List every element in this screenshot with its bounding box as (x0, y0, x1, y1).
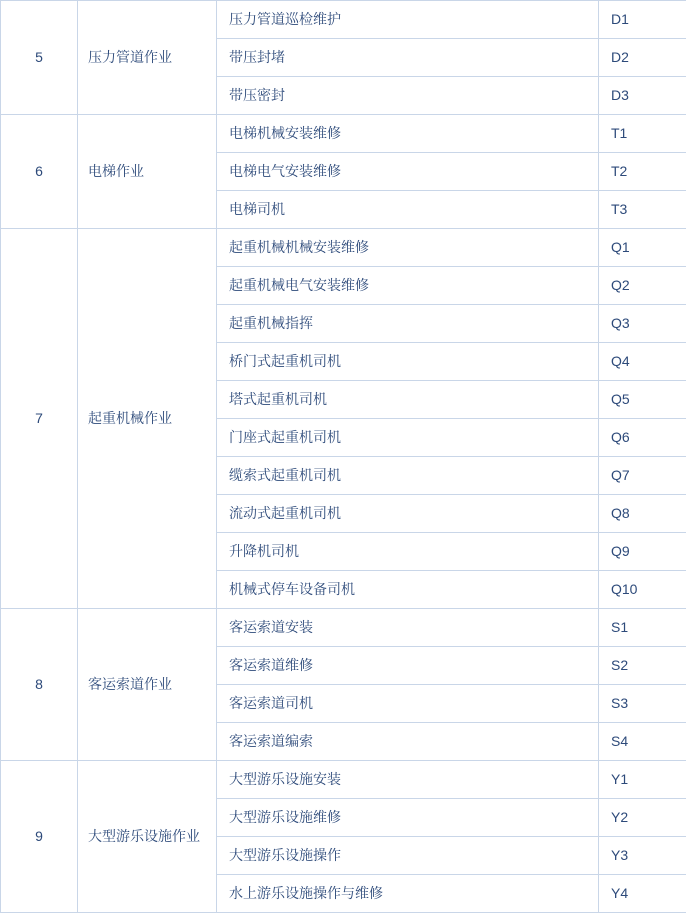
item-code-cell: S1 (599, 609, 686, 647)
item-code-cell: Q6 (599, 419, 686, 457)
item-name-cell: 电梯电气安装维修 (217, 153, 599, 191)
item-name-cell: 机械式停车设备司机 (217, 571, 599, 609)
item-code-cell: Y1 (599, 761, 686, 799)
item-code-cell: Q1 (599, 229, 686, 267)
item-name-cell: 起重机械机械安装维修 (217, 229, 599, 267)
item-name-cell: 大型游乐设施操作 (217, 837, 599, 875)
item-name-cell: 流动式起重机司机 (217, 495, 599, 533)
item-code-cell: Y4 (599, 875, 686, 913)
table-row (1, 115, 686, 153)
item-name-cell: 电梯机械安装维修 (217, 115, 599, 153)
table-row (1, 229, 686, 267)
item-code-cell: Q8 (599, 495, 686, 533)
item-name-cell: 客运索道编索 (217, 723, 599, 761)
item-name-cell: 电梯司机 (217, 191, 599, 229)
item-name-cell: 客运索道维修 (217, 647, 599, 685)
item-name-cell: 升降机司机 (217, 533, 599, 571)
group-category-cell: 压力管道作业 (78, 1, 217, 115)
table-body (1, 1, 686, 913)
item-code-cell: Y3 (599, 837, 686, 875)
group-category-cell: 起重机械作业 (78, 229, 217, 609)
item-code-cell: S4 (599, 723, 686, 761)
item-name-cell: 带压封堵 (217, 39, 599, 77)
item-name-cell: 起重机械电气安装维修 (217, 267, 599, 305)
item-name-cell: 塔式起重机司机 (217, 381, 599, 419)
item-name-cell: 水上游乐设施操作与维修 (217, 875, 599, 913)
table-row (1, 609, 686, 647)
item-name-cell: 压力管道巡检维护 (217, 1, 599, 39)
item-code-cell: Y2 (599, 799, 686, 837)
table-row (1, 761, 686, 799)
table-row (1, 1, 686, 39)
item-name-cell: 大型游乐设施安装 (217, 761, 599, 799)
item-code-cell: Q7 (599, 457, 686, 495)
item-code-cell: Q4 (599, 343, 686, 381)
item-name-cell: 起重机械指挥 (217, 305, 599, 343)
item-code-cell: S2 (599, 647, 686, 685)
group-category-cell: 电梯作业 (78, 115, 217, 229)
item-code-cell: D2 (599, 39, 686, 77)
item-code-cell: Q3 (599, 305, 686, 343)
item-code-cell: S3 (599, 685, 686, 723)
item-name-cell: 带压密封 (217, 77, 599, 115)
item-name-cell: 客运索道司机 (217, 685, 599, 723)
item-code-cell: Q10 (599, 571, 686, 609)
item-code-cell: Q9 (599, 533, 686, 571)
group-number-cell: 5 (1, 1, 78, 115)
item-name-cell: 缆索式起重机司机 (217, 457, 599, 495)
item-code-cell: D3 (599, 77, 686, 115)
item-code-cell: Q2 (599, 267, 686, 305)
group-number-cell: 8 (1, 609, 78, 761)
item-name-cell: 桥门式起重机司机 (217, 343, 599, 381)
group-number-cell: 6 (1, 115, 78, 229)
item-name-cell: 客运索道安装 (217, 609, 599, 647)
item-code-cell: Q5 (599, 381, 686, 419)
item-name-cell: 大型游乐设施维修 (217, 799, 599, 837)
item-code-cell: T3 (599, 191, 686, 229)
group-category-cell: 大型游乐设施作业 (78, 761, 217, 913)
item-code-cell: D1 (599, 1, 686, 39)
item-code-cell: T2 (599, 153, 686, 191)
group-category-cell: 客运索道作业 (78, 609, 217, 761)
item-name-cell: 门座式起重机司机 (217, 419, 599, 457)
item-code-cell: T1 (599, 115, 686, 153)
group-number-cell: 7 (1, 229, 78, 609)
group-number-cell: 9 (1, 761, 78, 913)
